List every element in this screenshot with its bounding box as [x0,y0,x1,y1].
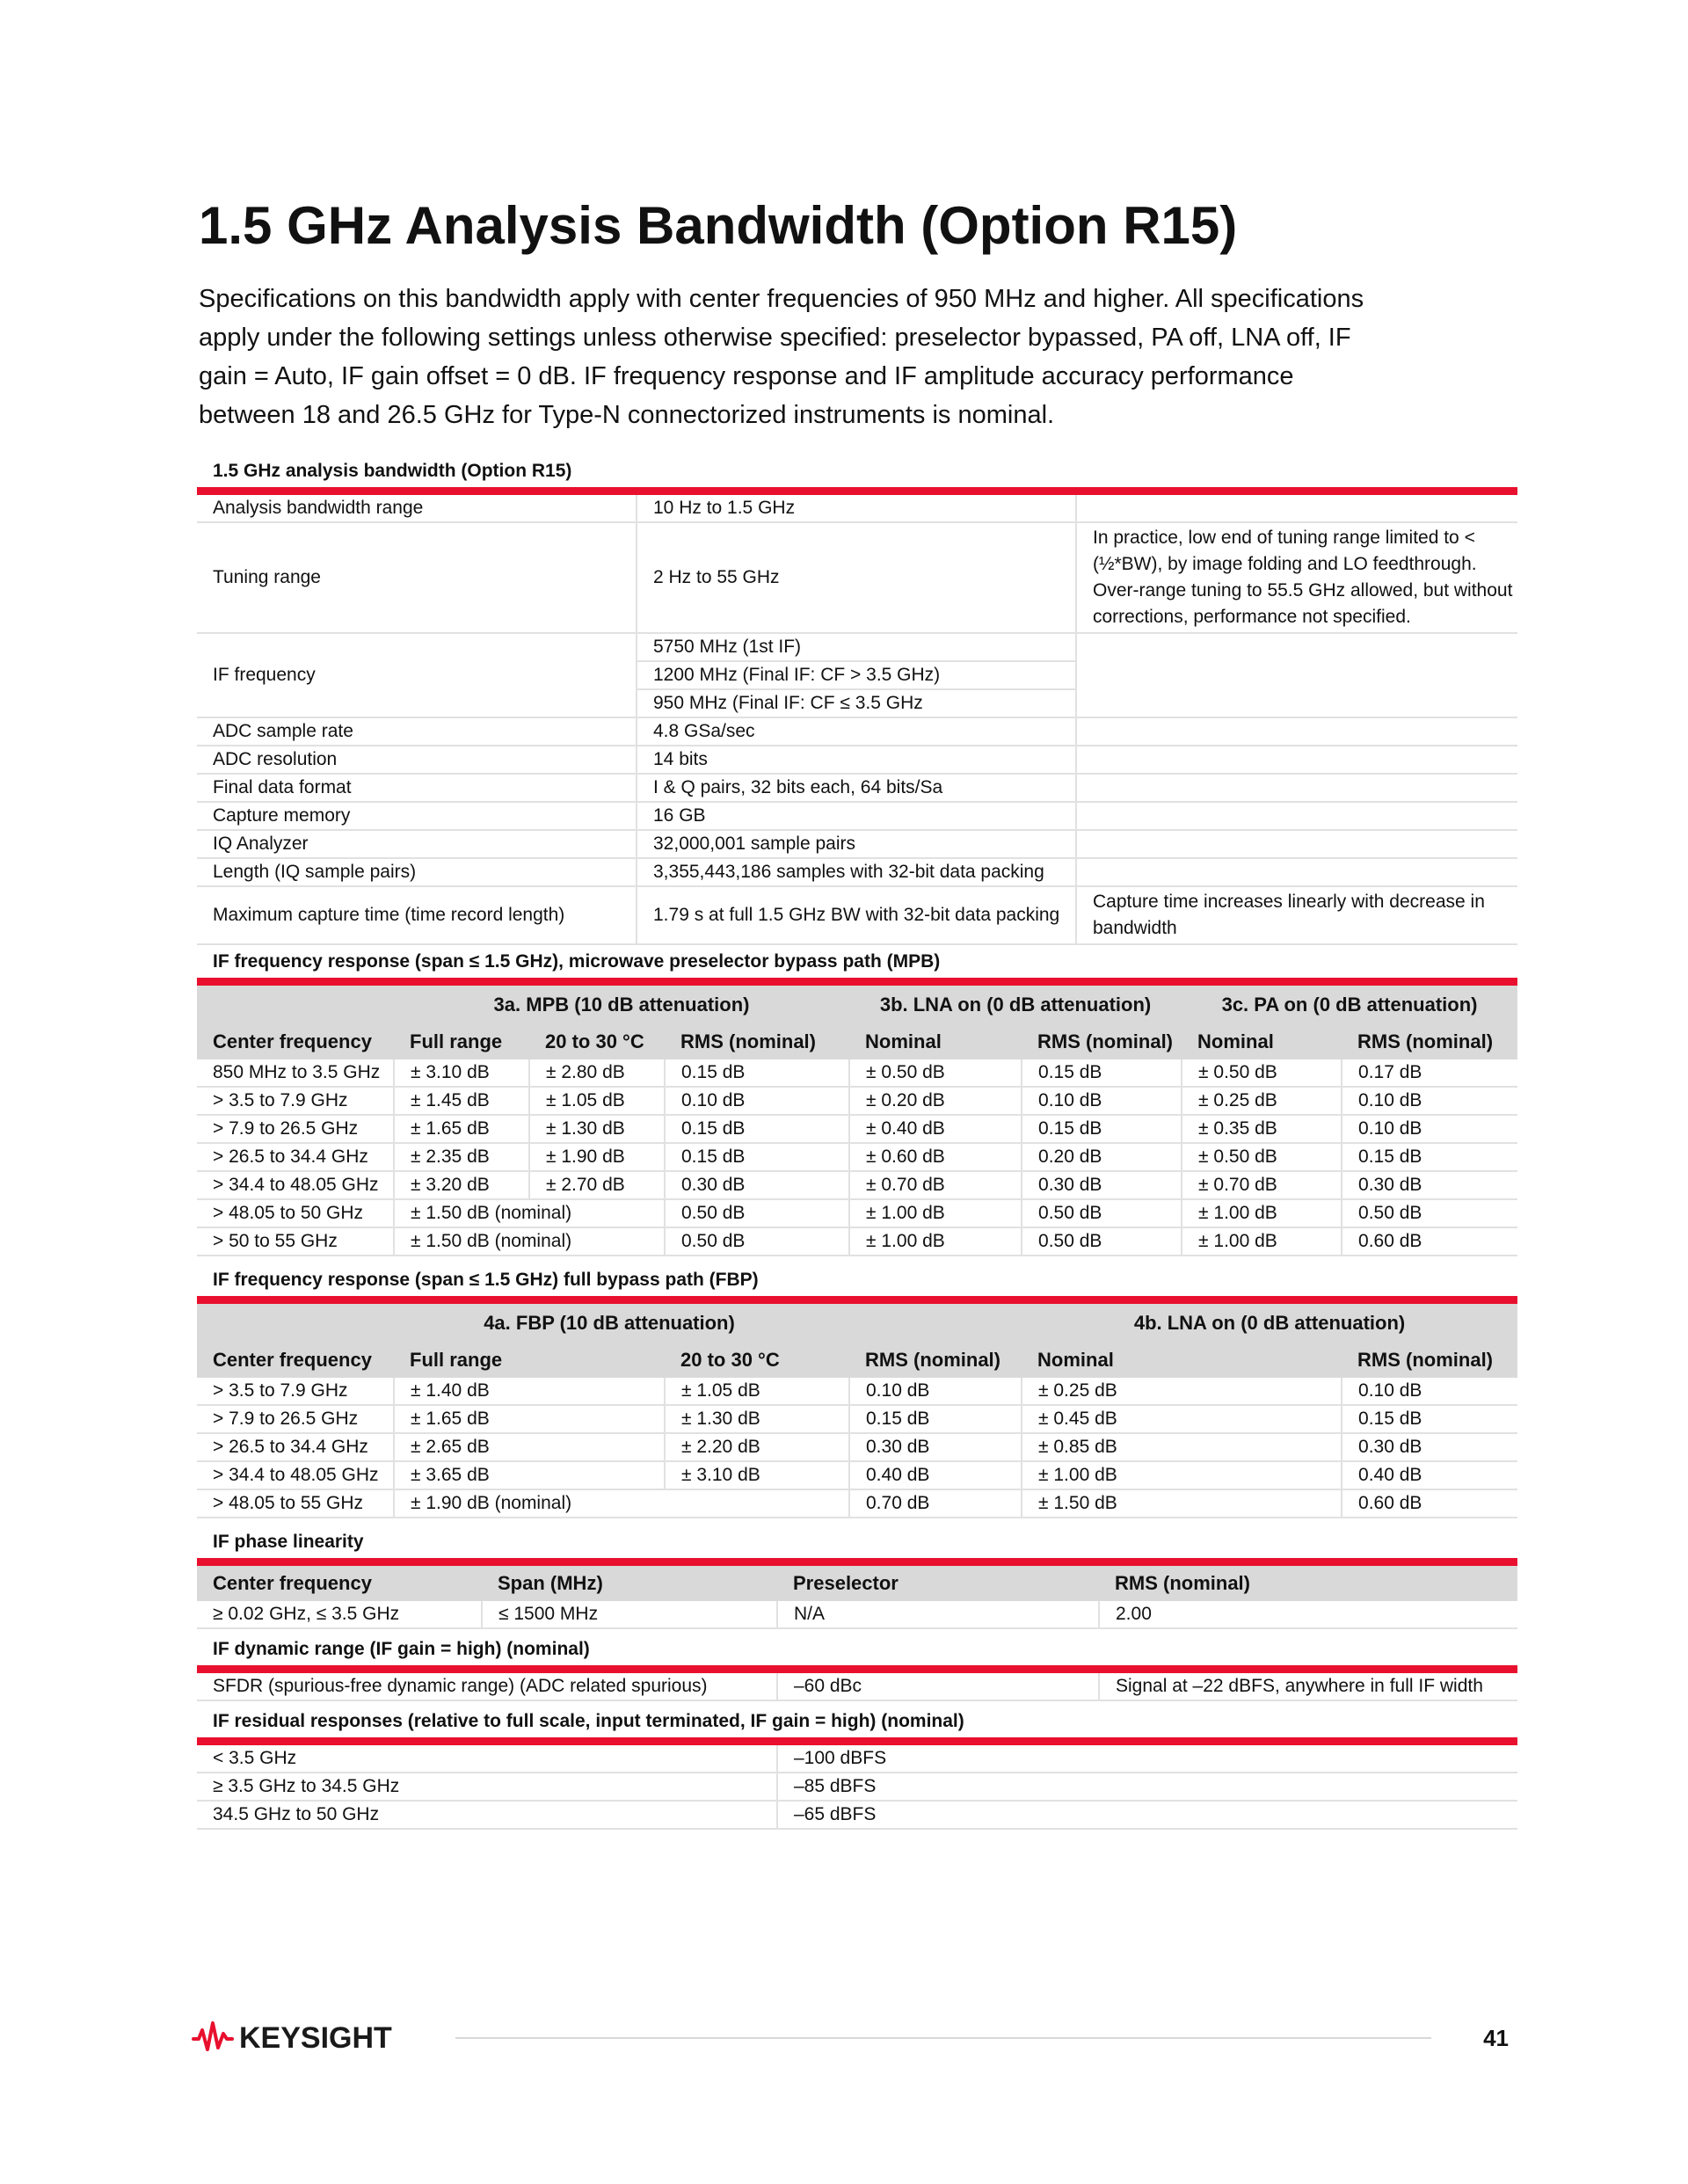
cell: 0.60 dB [1342,1227,1517,1256]
table-row [197,1461,1517,1489]
table-row [197,1227,1517,1256]
cell: 0.50 dB [665,1227,849,1256]
cell: 850 MHz to 3.5 GHz [197,1059,394,1087]
spec-label: Tuning range [197,522,637,633]
caption-rule [197,1558,1517,1566]
table-row [197,495,1517,522]
intro-paragraph [199,280,1482,434]
spec-table [197,986,1517,1256]
cell: ± 1.05 dB [529,1087,665,1115]
cell: 0.50 dB [1022,1227,1182,1256]
page-title: 1.5 GHz Analysis Bandwidth (Option R15) [199,196,1238,255]
table-row [197,1199,1517,1227]
cell: ± 0.20 dB [849,1087,1022,1115]
cell: ≤ 1500 MHz [482,1601,777,1628]
cell: ± 0.50 dB [849,1059,1022,1087]
cell: ± 0.85 dB [1022,1433,1342,1461]
cell: ≥ 3.5 GHz to 34.5 GHz [197,1773,777,1801]
cell: > 7.9 to 26.5 GHz [197,1115,394,1143]
cell: 0.10 dB [1342,1115,1517,1143]
spec-label: Maximum capture time (time record length) [197,886,637,944]
cell: 0.15 dB [665,1059,849,1087]
cell: < 3.5 GHz [197,1745,777,1773]
table-caption: IF frequency response (span ≤ 1.5 GHz), microwave preselector bypass path (MPB) [213,951,941,972]
cell: > 50 to 55 GHz [197,1227,394,1256]
table-caption: 1.5 GHz analysis bandwidth (Option R15) [213,461,572,481]
spec-value: 32,000,001 sample pairs [637,830,1076,858]
cell: 0.40 dB [1342,1461,1517,1489]
cell: 0.10 dB [1342,1378,1517,1405]
cell: ± 1.00 dB [1182,1227,1342,1256]
intro-line: between 18 and 26.5 GHz for Type-N connectorized instruments is nominal. [199,401,1055,429]
keysight-logo [192,2016,420,2057]
spec-note [1076,858,1517,886]
table-if-response-mpb [197,946,1517,1256]
cell: 0.17 dB [1342,1059,1517,1087]
column-header-row [197,1024,1517,1059]
table-if-response-fbp [197,1264,1517,1518]
cell: ± 0.50 dB [1182,1059,1342,1087]
caption-rule [197,978,1517,986]
column-header: RMS (nominal) [1342,1343,1517,1378]
spec-note [1076,495,1517,522]
spec-value: 5750 MHz (1st IF) [637,633,1076,661]
cell: ± 0.45 dB [1022,1405,1342,1433]
table-row [197,1489,1517,1518]
cell: ± 2.20 dB [665,1433,849,1461]
intro-line: apply under the following settings unless otherwise specified: preselector bypassed, PA off, LNA off, IF [199,324,1351,352]
brand-name: KEYSIGHT [239,2021,392,2055]
group-header: 3a. MPB (10 dB attenuation) [394,986,849,1024]
column-header: 20 to 30 °C [665,1343,849,1378]
cell: 0.10 dB [665,1087,849,1115]
cell: 0.70 dB [849,1489,1022,1518]
table-row [197,774,1517,802]
cell: ± 2.35 dB [394,1143,529,1171]
cell: 0.20 dB [1022,1143,1182,1171]
column-header: Nominal [849,1024,1022,1059]
cell: –60 dBc [777,1673,1099,1700]
cell: 0.15 dB [1342,1405,1517,1433]
spec-note [1076,633,1517,717]
cell: > 26.5 to 34.4 GHz [197,1433,394,1461]
spec-label: Capture memory [197,802,637,830]
cell: 2.00 [1099,1601,1517,1628]
cell: ± 2.80 dB [529,1059,665,1087]
column-header-row [197,1566,1517,1601]
cell: 0.15 dB [849,1405,1022,1433]
table-if-residual-responses [197,1706,1517,1830]
cell: N/A [777,1601,1099,1628]
table-row [197,1143,1517,1171]
cell: ≥ 0.02 GHz, ≤ 3.5 GHz [197,1601,482,1628]
cell: 0.50 dB [665,1199,849,1227]
cell: > 34.4 to 48.05 GHz [197,1171,394,1199]
caption-rule [197,1296,1517,1304]
column-header: RMS (nominal) [1099,1566,1517,1601]
table-row [197,1378,1517,1405]
cell: 0.50 dB [1342,1199,1517,1227]
cell: ± 0.70 dB [849,1171,1022,1199]
spec-label: Final data format [197,774,637,802]
spec-value: 1.79 s at full 1.5 GHz BW with 32-bit data packing [637,886,1076,944]
column-header: Center frequency [197,1566,482,1601]
group-header: 4b. LNA on (0 dB attenuation) [1022,1304,1517,1343]
table-row [197,522,1517,633]
cell: ± 0.25 dB [1182,1087,1342,1115]
cell: ± 1.00 dB [849,1199,1022,1227]
cell: 0.15 dB [1342,1143,1517,1171]
group-header: 3c. PA on (0 dB attenuation) [1182,986,1517,1024]
cell: 0.10 dB [1342,1087,1517,1115]
cell: ± 1.00 dB [849,1227,1022,1256]
table-row [197,1171,1517,1199]
table-row [197,717,1517,746]
table-row [197,1773,1517,1801]
cell: ± 0.40 dB [849,1115,1022,1143]
cell: > 48.05 to 55 GHz [197,1489,394,1518]
cell: 0.30 dB [1342,1171,1517,1199]
spec-value: 4.8 GSa/sec [637,717,1076,746]
spec-label: Length (IQ sample pairs) [197,858,637,886]
cell: ± 0.50 dB [1182,1143,1342,1171]
column-header: Nominal [1182,1024,1342,1059]
column-header: Span (MHz) [482,1566,777,1601]
spec-note [1076,802,1517,830]
spec-note [1076,717,1517,746]
table-row [197,1433,1517,1461]
cell: 0.10 dB [1022,1087,1182,1115]
spec-table [197,495,1517,945]
table-analysis-bandwidth [197,455,1517,945]
cell: –100 dBFS [777,1745,1517,1773]
spec-label: Analysis bandwidth range [197,495,637,522]
table-row [197,1405,1517,1433]
cell: > 3.5 to 7.9 GHz [197,1087,394,1115]
spec-label: ADC resolution [197,746,637,774]
table-caption: IF phase linearity [213,1532,364,1552]
table-row [197,1745,1517,1773]
cell: 0.10 dB [849,1378,1022,1405]
column-header: 20 to 30 °C [529,1024,665,1059]
cell: ± 1.00 dB [1182,1199,1342,1227]
cell: ± 1.50 dB (nominal) [394,1199,665,1227]
cell: ± 2.70 dB [529,1171,665,1199]
column-header: Full range [394,1343,665,1378]
spec-value: 1200 MHz (Final IF: CF > 3.5 GHz) [637,661,1076,689]
cell: ± 3.10 dB [394,1059,529,1087]
cell: ± 0.70 dB [1182,1171,1342,1199]
table-caption: IF residual responses (relative to full scale, input terminated, IF gain = high) (nominal) [213,1711,964,1731]
table-row [197,746,1517,774]
caption-rule [197,1737,1517,1745]
cell: ± 1.05 dB [665,1378,849,1405]
column-header: Preselector [777,1566,1099,1601]
cell: Signal at –22 dBFS, anywhere in full IF width [1099,1673,1517,1700]
cell: ± 0.60 dB [849,1143,1022,1171]
cell: 0.15 dB [1022,1059,1182,1087]
cell: 0.50 dB [1022,1199,1182,1227]
cell: –65 dBFS [777,1801,1517,1829]
group-header-row [197,986,1517,1024]
cell: ± 0.35 dB [1182,1115,1342,1143]
cell: ± 1.40 dB [394,1378,665,1405]
spec-value: 3,355,443,186 samples with 32-bit data packing [637,858,1076,886]
cell: 34.5 GHz to 50 GHz [197,1801,777,1829]
cell: SFDR (spurious-free dynamic range) (ADC related spurious) [197,1673,777,1700]
cell: 0.30 dB [849,1433,1022,1461]
cell: ± 1.30 dB [665,1405,849,1433]
cell: ± 1.65 dB [394,1115,529,1143]
table-row [197,1673,1517,1700]
spec-table [197,1673,1517,1701]
spec-note [1076,830,1517,858]
header-cell [197,986,394,1024]
cell: ± 1.65 dB [394,1405,665,1433]
cell: 0.30 dB [1342,1433,1517,1461]
spec-table [197,1566,1517,1629]
table-if-dynamic-range [197,1634,1517,1701]
spec-note [1076,746,1517,774]
column-header: RMS (nominal) [1342,1024,1517,1059]
cell: ± 2.65 dB [394,1433,665,1461]
caption-rule [197,1665,1517,1673]
column-header: Full range [394,1024,529,1059]
intro-line: gain = Auto, IF gain offset = 0 dB. IF frequency response and IF amplitude accuracy performance [199,362,1294,390]
cell: > 34.4 to 48.05 GHz [197,1461,394,1489]
intro-line: Specifications on this bandwidth apply with center frequencies of 950 MHz and higher. All specifications [199,285,1364,313]
page-number: 41 [1483,2025,1509,2051]
spec-value: 16 GB [637,802,1076,830]
table-if-phase-linearity [197,1526,1517,1629]
spec-table [197,1745,1517,1830]
table-caption: IF frequency response (span ≤ 1.5 GHz) full bypass path (FBP) [213,1270,759,1290]
table-caption: IF dynamic range (IF gain = high) (nominal) [213,1639,590,1659]
footer-divider [455,2037,1431,2039]
cell: ± 1.45 dB [394,1087,529,1115]
cell: ± 0.25 dB [1022,1378,1342,1405]
spec-value: 14 bits [637,746,1076,774]
spec-value: I & Q pairs, 32 bits each, 64 bits/Sa [637,774,1076,802]
caption-rule [197,487,1517,495]
column-header: Center frequency [197,1343,394,1378]
spec-note: Capture time increases linearly with decrease in bandwidth [1076,886,1517,944]
cell: ± 1.30 dB [529,1115,665,1143]
spec-note [1076,774,1517,802]
table-row [197,886,1517,944]
cell: ± 3.10 dB [665,1461,849,1489]
cell: ± 3.65 dB [394,1461,665,1489]
cell: ± 1.00 dB [1022,1461,1342,1489]
cell: ± 1.90 dB (nominal) [394,1489,849,1518]
cell: 0.40 dB [849,1461,1022,1489]
spec-label: IQ Analyzer [197,830,637,858]
column-header: Nominal [1022,1343,1342,1378]
table-row [197,633,1517,661]
spec-note: In practice, low end of tuning range limited to < (½*BW), by image folding and LO feedthrough. Over-range tuning to 55.5 GHz allowed, but without corrections, performance not specified. [1076,522,1517,633]
cell: > 48.05 to 50 GHz [197,1199,394,1227]
cell: 0.15 dB [1022,1115,1182,1143]
table-row [197,1801,1517,1829]
cell: 0.15 dB [665,1115,849,1143]
column-header: RMS (nominal) [1022,1024,1182,1059]
cell: 0.60 dB [1342,1489,1517,1518]
column-header: RMS (nominal) [849,1343,1022,1378]
cell: ± 1.90 dB [529,1143,665,1171]
spec-value: 2 Hz to 55 GHz [637,522,1076,633]
spec-label: ADC sample rate [197,717,637,746]
column-header-row [197,1343,1517,1378]
group-header: 3b. LNA on (0 dB attenuation) [849,986,1182,1024]
group-header: 4a. FBP (10 dB attenuation) [197,1304,1022,1343]
table-row [197,1115,1517,1143]
cell: > 26.5 to 34.4 GHz [197,1143,394,1171]
table-row [197,1059,1517,1087]
spec-value: 950 MHz (Final IF: CF ≤ 3.5 GHz [637,689,1076,717]
cell: > 7.9 to 26.5 GHz [197,1405,394,1433]
column-header: RMS (nominal) [665,1024,849,1059]
column-header: Center frequency [197,1024,394,1059]
cell: 0.30 dB [665,1171,849,1199]
table-row [197,1087,1517,1115]
spec-label: IF frequency [197,633,637,717]
cell: ± 1.50 dB (nominal) [394,1227,665,1256]
waveform-icon [193,2023,232,2049]
cell: ± 3.20 dB [394,1171,529,1199]
spec-value: 10 Hz to 1.5 GHz [637,495,1076,522]
table-row [197,1601,1517,1628]
cell: ± 1.50 dB [1022,1489,1342,1518]
cell: > 3.5 to 7.9 GHz [197,1378,394,1405]
spec-table [197,1304,1517,1518]
cell: 0.30 dB [1022,1171,1182,1199]
table-row [197,858,1517,886]
cell: 0.15 dB [665,1143,849,1171]
table-row [197,802,1517,830]
group-header-row [197,1304,1517,1343]
cell: –85 dBFS [777,1773,1517,1801]
table-row [197,830,1517,858]
